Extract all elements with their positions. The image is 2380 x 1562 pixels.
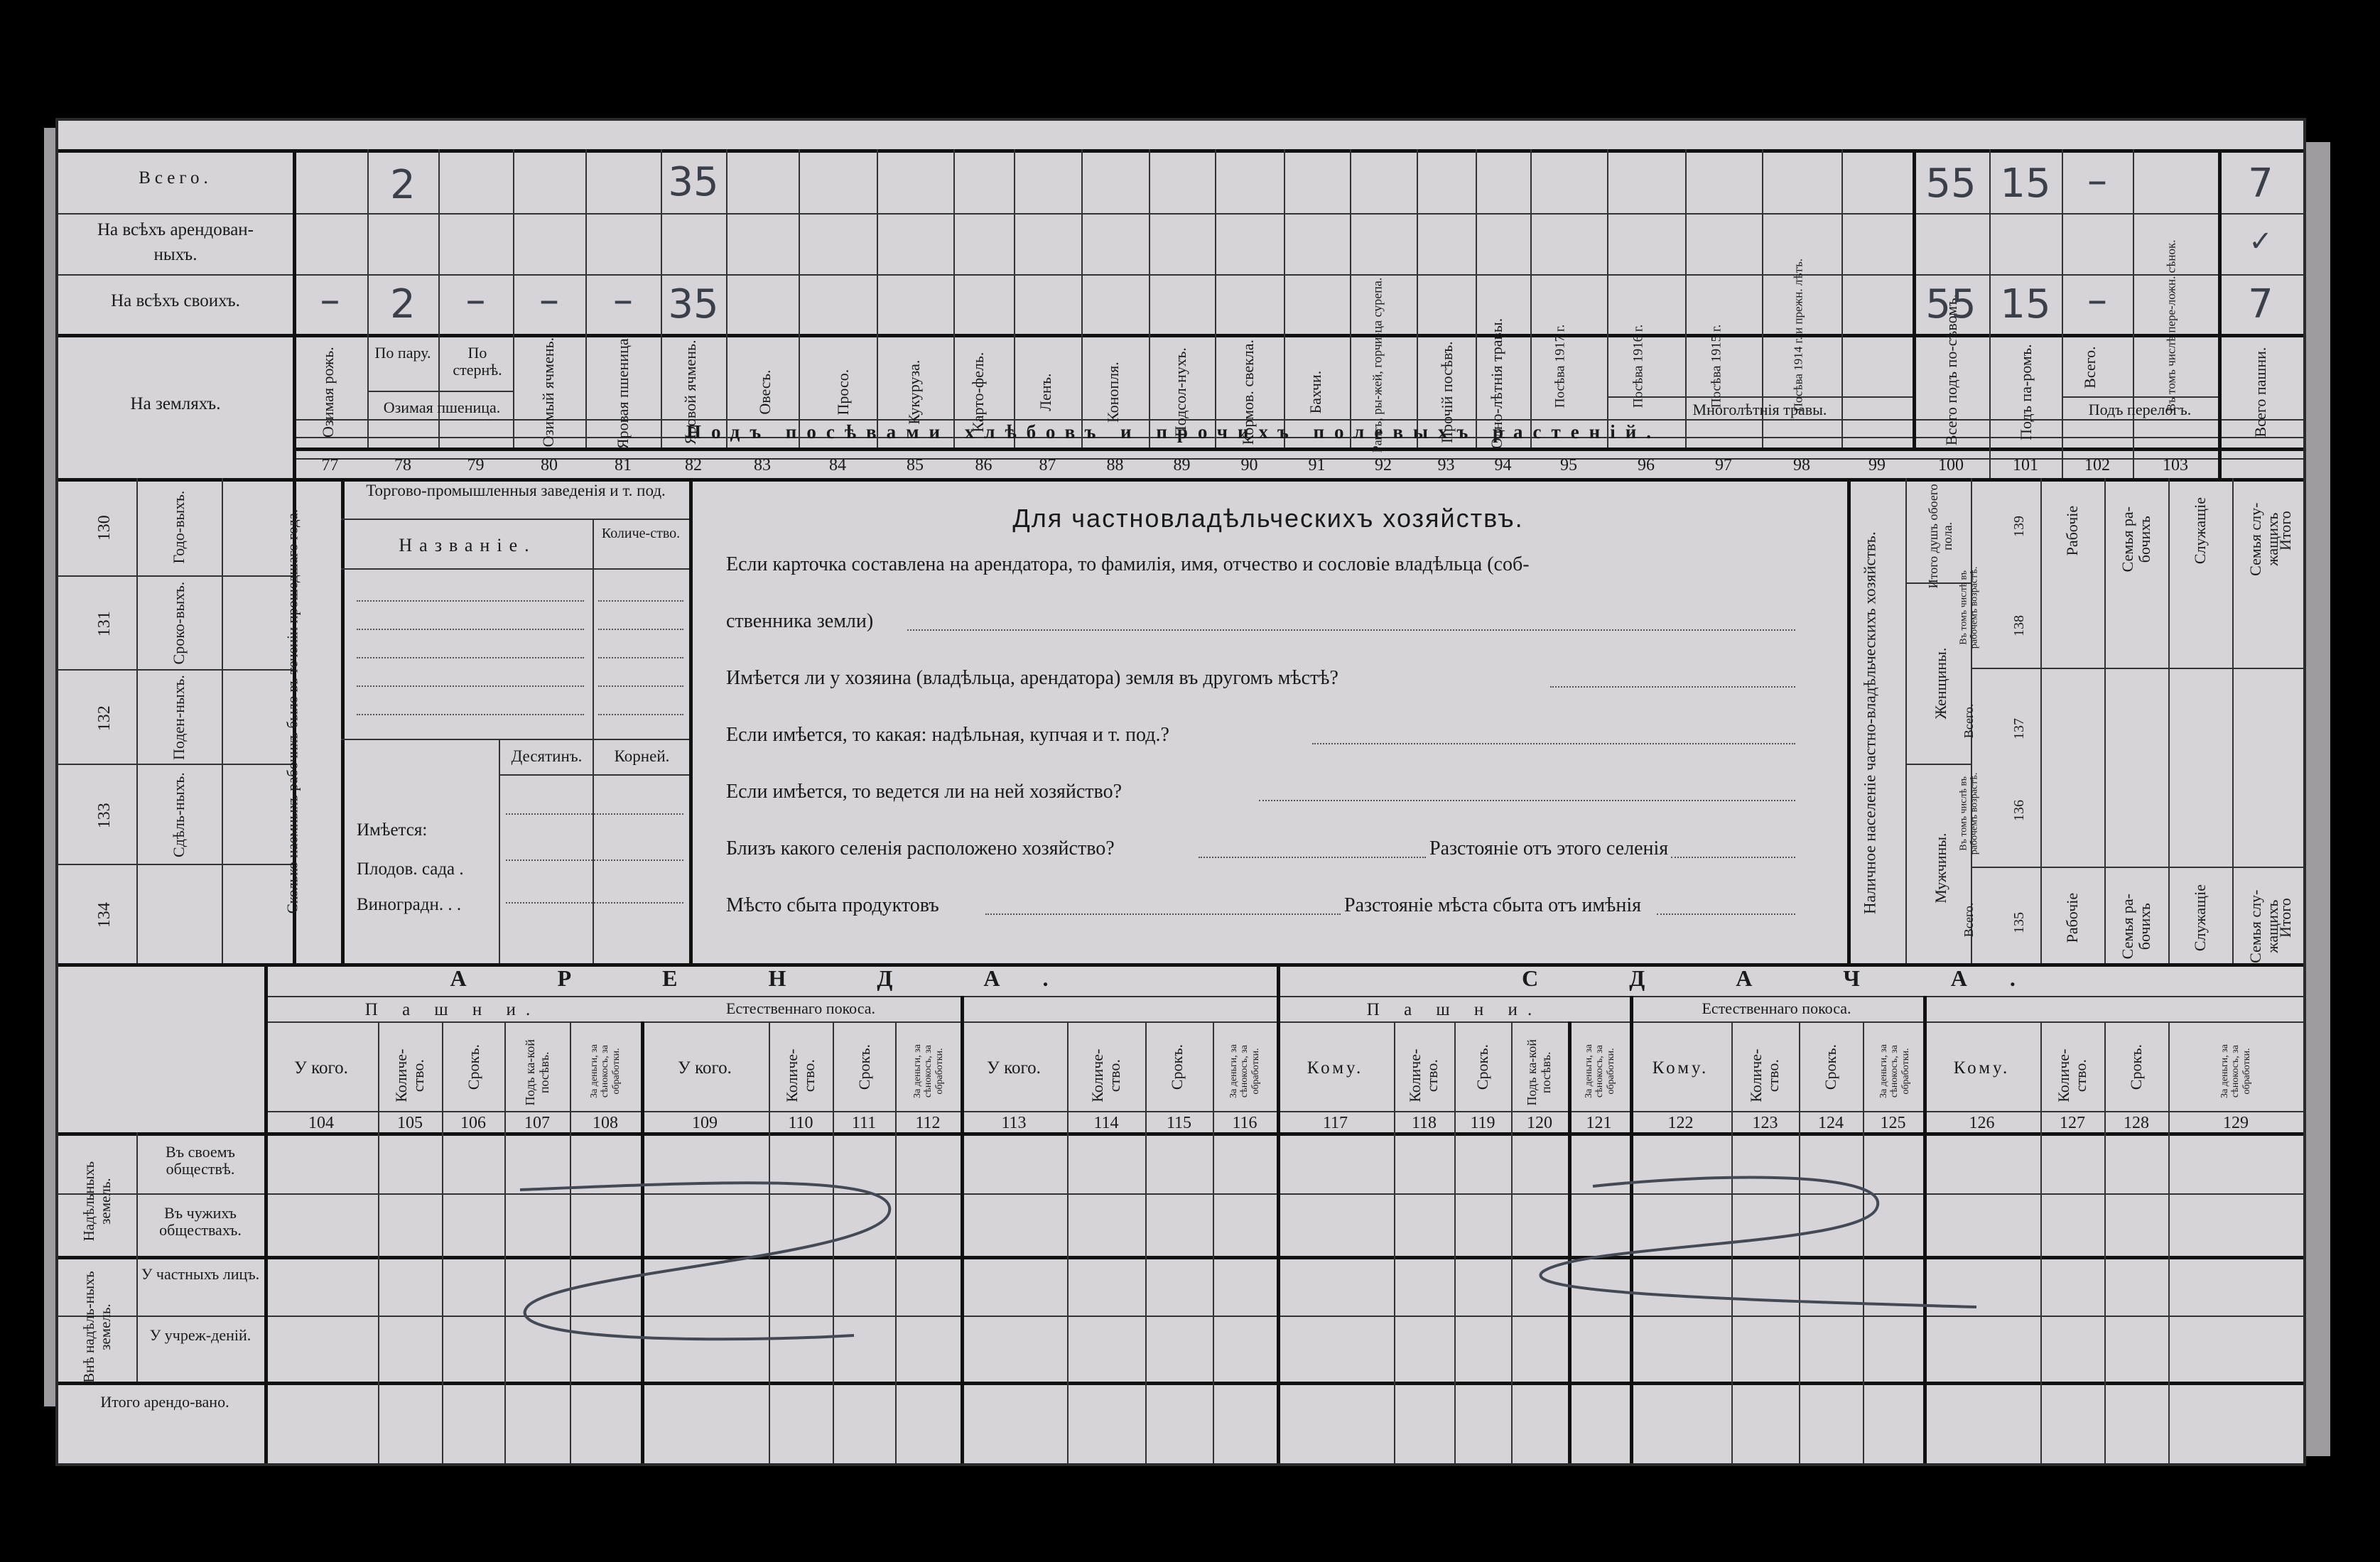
col-za-dengi: За деньги, за сѣнокосъ, за обработки. <box>912 1044 945 1099</box>
col-za-dengi: За деньги, за сѣнокосъ, за обработки. <box>588 1044 622 1099</box>
population-women: Женщины. <box>1931 647 1949 720</box>
crop-band: Подъ посѣвами хлѣбовъ и прочихъ полевыхъ растеній. <box>686 421 1662 443</box>
crop-header: Посѣва 1917 г. <box>1552 324 1568 408</box>
col-number: 105 <box>397 1114 423 1132</box>
right-col-footer: Служащіе <box>2190 884 2209 952</box>
col-pod-posev: Подъ ка-кой посѣвъ. <box>1525 1039 1553 1106</box>
trade-qty-header: Количе-ство. <box>601 526 681 541</box>
private-title: Для частновладѣльческихъ хозяйствъ. <box>1012 504 1524 533</box>
crop-header: Посѣва 1914 г. и прежн. лѣтъ. <box>1791 258 1805 412</box>
trade-title: Торгово-промышленныя заведенія и т. под. <box>366 482 666 499</box>
col-number: 129 <box>2223 1114 2249 1132</box>
arenda-pokos: Естественнаго покоса. <box>725 999 875 1017</box>
hand-value: 2 <box>390 281 416 327</box>
col-number: 113 <box>1001 1114 1027 1132</box>
arenda-pashni: П а ш н и. <box>364 1000 541 1019</box>
crop-header: Подсол-нухъ. <box>1171 347 1189 438</box>
right-col-header: Семья слу-жащихъ <box>2246 502 2281 576</box>
group-vne-nadel: Внѣ надѣль-ныхъ земель. <box>80 1271 114 1383</box>
crop-header: Одно-лѣтнія травы. <box>1487 318 1505 450</box>
crop-header: Овесъ. <box>755 369 774 415</box>
col-number: 111 <box>851 1114 877 1132</box>
crop-header: Яровой ячмень. <box>681 340 699 445</box>
right-col-header: Рабочіе <box>2062 505 2081 556</box>
vineyard-label: Виноградн. . . <box>357 895 462 914</box>
col-number: 106 <box>460 1114 486 1132</box>
crop-header: Конопля. <box>1103 362 1122 423</box>
row-chuzhih-obshchestvah: Въ чужихъ обществахъ. <box>159 1204 242 1240</box>
crop-header: Посѣва 1915 г. <box>1709 324 1724 408</box>
crop-header: Прочій посѣвъ. <box>1437 341 1456 443</box>
population-number: 136 <box>2011 800 2027 821</box>
col-number: 86 <box>975 456 992 474</box>
hand-value: 2 <box>390 162 416 208</box>
hand-value: 35 <box>668 159 719 205</box>
crop-header: Озимый ячмень. <box>539 337 557 448</box>
hired-number: 130 <box>94 515 114 541</box>
crop-header: Озимая пшеница. <box>383 398 501 416</box>
col-number: 112 <box>915 1114 941 1132</box>
row-label-arendovannyh: На всѣхъ арендован- <box>97 220 254 239</box>
col-kolichestvo: Количе-ство. <box>782 1048 818 1102</box>
hand-value: ✓ <box>2249 225 2273 258</box>
right-col-footer: Семья слу-жащихъ <box>2246 889 2281 963</box>
col-number: 125 <box>1880 1114 1906 1132</box>
col-number: 110 <box>788 1114 813 1132</box>
col-number: 128 <box>2124 1114 2149 1132</box>
crop-header: Всего подъ по-сѣвомъ. <box>1942 294 1960 446</box>
population-label: Наличное населеніе частно-владѣльческихъ хозяйствъ. <box>1861 531 1879 915</box>
desyatin-header: Десятинъ. <box>511 747 583 765</box>
hand-value: 7 <box>2248 281 2273 327</box>
crop-header: Многолѣтнія травы. <box>1692 401 1827 418</box>
col-number: 116 <box>1232 1114 1257 1132</box>
col-number: 95 <box>1560 456 1577 474</box>
hand-value: 55 <box>1925 161 1976 207</box>
population-women-all: Всего. <box>1962 703 1976 739</box>
col-number: 77 <box>321 456 339 474</box>
hired-type: Годо-выхъ. <box>169 490 188 564</box>
col-number: 78 <box>394 456 411 474</box>
hand-value: – <box>2087 277 2107 323</box>
population-men: Мужчины. <box>1931 832 1949 904</box>
hired-type: Сдѣль-ныхъ. <box>169 772 188 857</box>
col-srok: Срокъ. <box>1167 1043 1186 1090</box>
col-za-dengi: За деньги, за сѣнокосъ, за обработки. <box>2219 1044 2252 1099</box>
col-number: 121 <box>1586 1114 1612 1132</box>
col-number: 114 <box>1093 1114 1119 1132</box>
col-number: 92 <box>1375 456 1392 474</box>
right-col-header: Служащіе <box>2190 497 2209 565</box>
has-label: Имѣется: <box>357 820 428 840</box>
sdacha-pashni: П а ш н и. <box>1366 1000 1542 1019</box>
crop-header: Кормов. свекла. <box>1238 339 1257 445</box>
col-komu: Кому. <box>1307 1058 1364 1078</box>
col-u-kogo: У кого. <box>294 1058 348 1078</box>
population-number: 138 <box>2011 615 2027 636</box>
crop-header: Просо. <box>833 369 852 416</box>
orchard-label: Плодов. сада . <box>357 859 464 879</box>
col-number: 122 <box>1667 1114 1694 1132</box>
right-col-footer: Рабочіе <box>2062 892 2081 943</box>
col-number: 118 <box>1411 1114 1437 1132</box>
col-za-dengi: За деньги, за сѣнокосъ, за обработки. <box>1878 1044 1911 1099</box>
col-kolichestvo: Количе-ство. <box>1088 1048 1123 1102</box>
col-number: 117 <box>1322 1114 1348 1132</box>
col-number: 96 <box>1638 456 1655 474</box>
row-svoem-obshchestve: Въ своемъ обществѣ. <box>166 1143 235 1178</box>
col-number: 120 <box>1527 1114 1552 1132</box>
scribble-sdacha <box>1540 1178 1976 1307</box>
question-owner-cont: ственника земли) <box>726 610 874 632</box>
col-number: 124 <box>1818 1114 1844 1132</box>
group-nadel: Надѣльныхъ земель. <box>80 1161 114 1242</box>
col-komu: Кому. <box>1953 1058 2011 1078</box>
col-srok: Срокъ. <box>855 1043 873 1090</box>
col-number: 90 <box>1240 456 1258 474</box>
col-number: 88 <box>1106 456 1124 474</box>
col-number: 79 <box>467 456 485 474</box>
crop-header: Ленъ. <box>1036 373 1054 411</box>
col-number: 127 <box>2060 1114 2085 1132</box>
sdacha-header: С Д А Ч А. <box>1522 965 2058 991</box>
hand-value: 15 <box>2000 281 2051 327</box>
question-owner: Если карточка составлена на арендатора, то фамилія, имя, отчество и сословіе владѣльца (соб- <box>726 553 1530 575</box>
col-number: 91 <box>1308 456 1326 474</box>
hired-number: 131 <box>94 611 114 637</box>
col-srok: Срокъ. <box>1821 1043 1839 1090</box>
crop-header: Въ томъ числѣ пере-ложн. сѣнок. <box>2164 239 2178 412</box>
col-u-kogo: У кого. <box>987 1058 1041 1078</box>
col-number: 98 <box>1793 456 1810 474</box>
col-number: 126 <box>1969 1114 1995 1132</box>
handwritten-scribble <box>58 121 2303 1463</box>
question-village: Близъ какого селенія расположено хозяйство? <box>726 837 1115 859</box>
col-za-dengi: За деньги, за сѣнокосъ, за обработки. <box>1583 1044 1616 1099</box>
row-itogo-arendovano: Итого арендо-вано. <box>100 1393 229 1411</box>
col-number: 115 <box>1166 1114 1192 1132</box>
row-uchrezhdeniy: У учреж-деній. <box>149 1326 251 1344</box>
question-village-distance: Разстояніе отъ этого селенія <box>1429 837 1669 859</box>
col-number: 80 <box>541 456 558 474</box>
col-number: 81 <box>615 456 632 474</box>
crop-header: Подъ па-ромъ. <box>2016 344 2035 440</box>
col-number: 87 <box>1039 456 1056 474</box>
col-number: 83 <box>754 456 771 474</box>
question-market-distance: Разстояніе мѣста сбыта отъ имѣнія <box>1344 894 1641 916</box>
col-number: 93 <box>1437 456 1455 474</box>
col-number: 107 <box>524 1114 550 1132</box>
col-srok: Срокъ. <box>2126 1043 2145 1090</box>
hired-number: 133 <box>94 803 114 829</box>
hand-value: – <box>2087 158 2107 204</box>
col-number: 100 <box>1938 456 1964 474</box>
col-number: 103 <box>2163 456 2188 474</box>
hand-value: – <box>613 277 633 323</box>
col-kolichestvo: Количе-ство. <box>1405 1048 1441 1102</box>
hired-type: Поден-ныхъ. <box>169 675 188 761</box>
col-number: 94 <box>1494 456 1512 474</box>
col-number: 89 <box>1173 456 1191 474</box>
col-kolichestvo: Количе-ство. <box>2054 1048 2089 1102</box>
right-col-footer: Итого <box>2276 898 2294 938</box>
hand-value: 7 <box>2248 161 2273 207</box>
col-kolichestvo: Количе-ство. <box>1746 1048 1782 1102</box>
col-number: 99 <box>1868 456 1886 474</box>
hired-label: Сколько наемныхъ рабочихъ было въ теченіи прошедшаго года. <box>283 509 301 914</box>
crop-header: Посѣва 1916 г. <box>1630 324 1646 408</box>
question-farming: Если имѣется, то ведется ли на ней хозяйство? <box>726 781 1122 803</box>
crop-header: Всего пашни. <box>2251 347 2269 438</box>
population-women-work: Въ томъ числѣ въ рабочемъ возрастѣ. <box>1958 566 1980 649</box>
col-number: 123 <box>1752 1114 1778 1132</box>
col-u-kogo: У кого. <box>678 1058 732 1078</box>
col-number: 84 <box>829 456 846 474</box>
col-number: 101 <box>2013 456 2038 474</box>
crop-header: Кукуруза. <box>904 359 923 425</box>
row-label-arendovannyh-2: ныхъ. <box>153 245 198 264</box>
col-number: 108 <box>593 1114 618 1132</box>
col-srok: Срокъ. <box>1473 1043 1491 1090</box>
sdacha-pokos: Естественнаго покоса. <box>1702 999 1851 1017</box>
korney-header: Корней. <box>614 747 670 765</box>
trade-name-header: Названіе. <box>399 535 536 555</box>
right-col-header: Итого <box>2276 511 2294 551</box>
col-number: 85 <box>907 456 924 474</box>
col-number: 97 <box>1715 456 1732 474</box>
col-number: 119 <box>1470 1114 1495 1132</box>
col-komu: Кому. <box>1652 1058 1709 1078</box>
crop-header: Озимая рожь. <box>318 347 337 438</box>
col-za-dengi: За деньги, за сѣнокосъ, за обработки. <box>1228 1044 1261 1099</box>
population-number: 137 <box>2011 718 2027 739</box>
col-number: 109 <box>692 1114 718 1132</box>
hired-number: 132 <box>94 705 114 732</box>
question-land-type: Если имѣется, то какая: надѣльная, купчая и т. под.? <box>726 724 1169 746</box>
hand-value: – <box>465 277 486 323</box>
question-other-land: Имѣется ли у хозяина (владѣльца, арендатора) земля въ другомъ мѣстѣ? <box>726 667 1338 689</box>
hand-value: 55 <box>1925 281 1976 327</box>
hired-number: 134 <box>94 902 114 928</box>
scribble-arenda <box>520 1183 889 1339</box>
population-number: 135 <box>2011 912 2027 933</box>
col-srok: Срокъ. <box>464 1043 482 1090</box>
crop-header: Подъ перелогъ. <box>2088 401 2192 418</box>
col-number: 104 <box>308 1114 334 1132</box>
hand-value: – <box>539 277 559 323</box>
crop-header: Рапсъ, ры-жей, горчи-ца сурепа. <box>1370 277 1385 453</box>
census-card <box>55 118 2306 1466</box>
hand-value: 35 <box>668 281 719 327</box>
hand-value: – <box>320 277 340 323</box>
col-pod-posev: Подъ ка-кой посѣвъ. <box>523 1039 551 1106</box>
population-total: Итого душъ обоего пола. <box>1926 484 1954 589</box>
crop-header: Яровая пшеница. <box>613 334 632 450</box>
col-number: 82 <box>685 456 702 474</box>
row-label-vsego: Всего. <box>139 168 212 188</box>
row-label-zemlyah: На земляхъ. <box>130 394 221 413</box>
arenda-header: А Р Е Н Д А. <box>450 965 1091 991</box>
crop-header: По стернѣ. <box>453 344 502 379</box>
crop-header: Всего. <box>2080 346 2099 389</box>
population-men-all: Всего. <box>1962 902 1976 938</box>
crop-header: Карто-фель. <box>968 352 987 433</box>
hired-type: Сроко-выхъ. <box>169 581 188 665</box>
population-number: 139 <box>2011 516 2027 537</box>
row-chastnyh-lits: У частныхъ лицъ. <box>141 1265 260 1283</box>
row-label-svoih: На всѣхъ своихъ. <box>111 291 240 310</box>
question-market: Мѣсто сбыта продуктовъ <box>726 894 939 916</box>
crop-header: По пару. <box>374 344 431 362</box>
col-kolichestvo: Количе-ство. <box>391 1048 427 1102</box>
population-men-work: Въ томъ числѣ въ рабочемъ возрастѣ. <box>1958 772 1980 855</box>
right-col-header: Семья ра-бочихъ <box>2118 506 2153 573</box>
right-col-footer: Семья ра-бочихъ <box>2118 894 2153 960</box>
crop-header: Бахчи. <box>1306 370 1324 414</box>
col-number: 102 <box>2084 456 2110 474</box>
hand-value: 15 <box>2000 161 2051 207</box>
